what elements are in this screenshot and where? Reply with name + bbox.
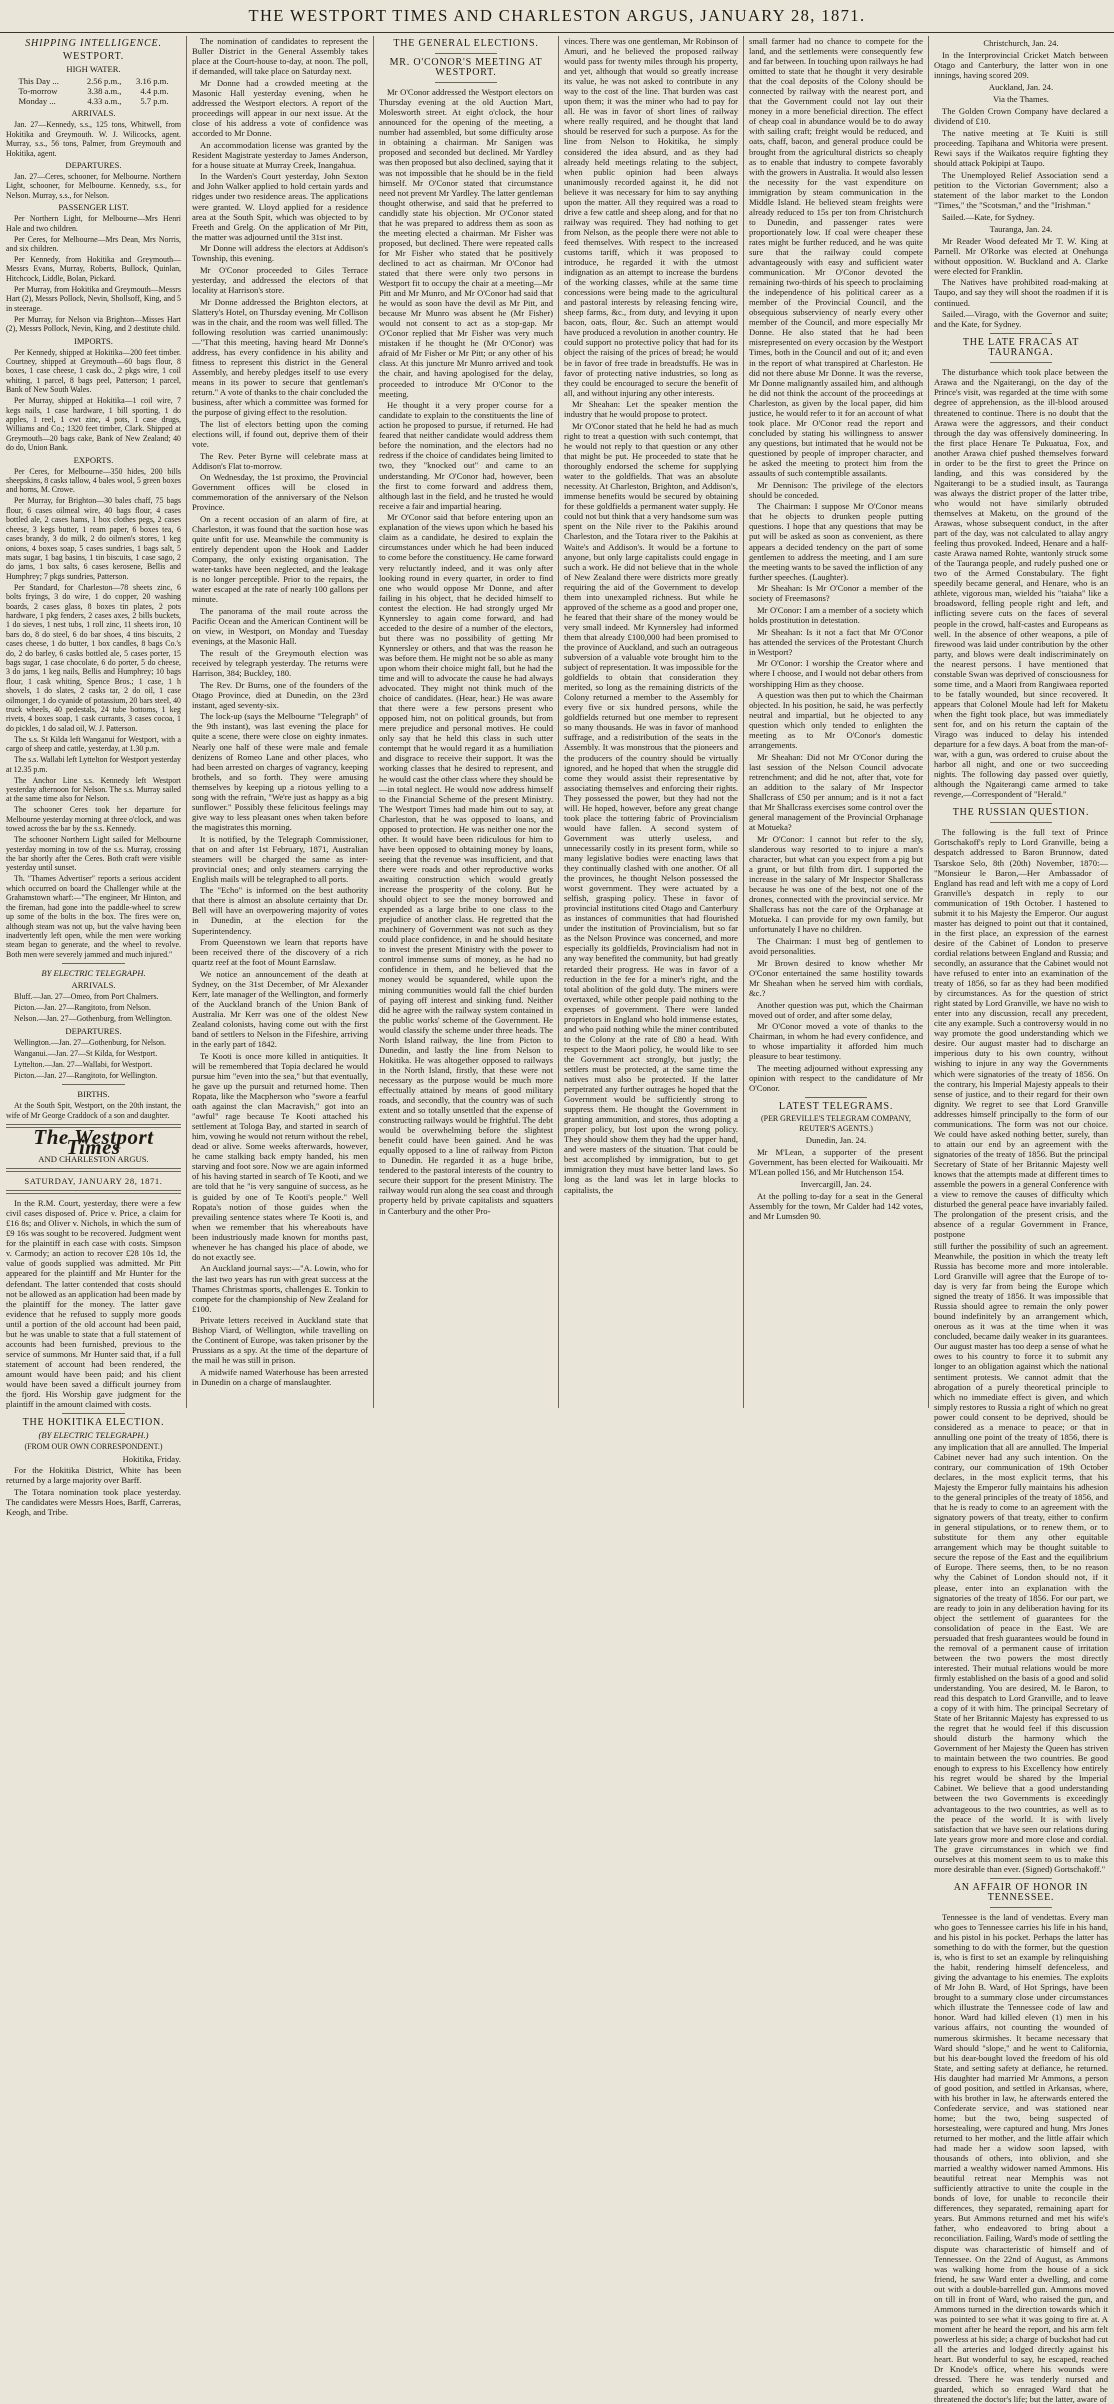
telegram-place: Invercargill, Jan. 24.	[800, 1179, 872, 1190]
article-paragraph: Mr O'Conor: I am a member of a society which holds prostitution in detestation.	[749, 605, 923, 626]
shipping-news: Th. "Thames Advertiser" reports a serious accident which occurred on board the Challenger while at the Grahamstown wharf:—"The engineer, Mr Hinton, and the fireman, had gone into the paddle-wheel to screw up some of the bolts in the box. The fires were on, although steam was not up, but the valve having been inadvertently left open, while the men were working steam began to generate, and the wheel to revolve. Both men were severely jammed and much injured."	[6, 874, 181, 959]
passenger-item: Per Kennedy, from Hokitika and Greymouth—Messrs Evans, Murray, Roberts, Bullock, Quinlan, Hitchcock, Liddle, Bolan, Pickard.	[6, 255, 181, 283]
article-paragraph: The Chairman: I suppose Mr O'Conor means that he objects to drunken people putting questions. I hope that any questions that may be put will be asked as soon as convenient, as there appears a decided tendency on the part of some gentlemen to address the meeting, and I am sure the meeting wants to be saved the infliction of any further speeches. (Laughter).	[749, 501, 923, 582]
news-paragraph: The Rev. Dr Burns, one of the founders of the Otago Province, died at Dunedin, on the 23rd instant, aged seventy-six.	[192, 679, 368, 710]
news-paragraph: Mr Donne addressed the Brighton electors, at Slattery's Hotel, on Thursday evening. Mr Collison was in the chair, and the room was well filled. The following resolution was carried unanimously:—"That this meeting, having heard Mr Donne's address, has every confidence in his ability and fitness to represent this district in the General Assembly, and hereby pledges itself to use every means in its power to secure that gentleman's return." A vote of thanks to the chair concluded the business, after which a committee was formed for the purpose of giving effect to the resolution.	[192, 296, 368, 418]
import-item: Per Kennedy, shipped at Hokitika—200 feet timber. Courtney, shipped at Greymouth—60 bags flour, 8 boxes, 1 case cheese, 1 cask do., 2 pkgs wire, 1 coil whiting, 1 parcel, 8 bags peel, Patterson; 1 parcel, Bank of New South Wales.	[6, 347, 181, 395]
latest-telegrams-heading: LATEST TELEGRAMS.	[778, 1101, 894, 1113]
departures-text: Jan. 27—Ceres, schooner, for Melbourne. Northern Light, schooner, for Melbourne. Kennedy, s.s., for Nelson. Murray, s.s., for Nelson.	[6, 172, 181, 200]
news-paragraph: It is notified, by the Telegraph Commissioner, that on and after 1st February, 1871, Australian steamers will be charged the same as inter-provincial ones; and only steamers carrying the English mails will be telegraphed to all ports.	[192, 833, 368, 884]
news-paragraph: Te Kooti is once more killed in antiquities. It will be remembered that Topia declared he would pursue him "even into the sea," but that eventually, he gave up the pursuit and returned home. Then Ropata, like the Macpherson who "swore a fearful oath against the clan Macravish," got into an "awful" rage because Te Kooti attached his settlement at Tologa Bay, and started in search of him, vowing he would not return without the rebel, dead or alive. Some weeks afterwards, however, he came stalking back empty handed, his men starving and foot sore. Now we are again informed of his having started in search of Te Kooti, and we are told that he "is very sanguine of success, as he is guided by one of Te Kooti's people." Well Ropata's notion of those guides when the prevailing sentence states where Te Kooti is, and when we remember that his whereabouts have been industriously made known for months past, whenever he has changed his place of abode, we do not exactly see.	[192, 1050, 368, 1262]
column-1	[6, 36, 181, 1518]
divider	[62, 1084, 125, 1085]
tide-row	[17, 86, 171, 96]
fracas-text: The disturbance which took place between the Arawa and the Ngaiterangi, on the day of the Prince's visit, was regarded at the time with some degree of apprehension, as the ill-blood aroused threatened to continue. There is no doubt that the Arawa were the aggressors, and their conduct through the day was offensively domineering. In the first place Henare Te Pukuatua, Fox, and another Arawa chief pushed themselves forward in order to be the first to greet the Prince on landing, and this was considered by the Ngaiterangi to be a studied insult, as Tauranga was always the district proper of the latter tribe, who would not have similarly obtruded themselves at Maketu, on the ground of the Arawas, whose subsequent conduct, in the after part of the day, was not calculated to allay angry feeling thus provoked. Indeed, Henare and a half-caste Arawa named Rohte, wantonly struck some of the Tauranga people, and rudely pushed one or two of the Armed Constabulary. The fight speedily became general, and Henare, who is an athlete, vigorous man, wielded his "taiaha" like a broadsword, felling people right and left, and inflicting severe cuts on the faces of several people in the crowd, half-castes and Europeans as well. In the absence of other weapons, a pile of firewood was laid under contribution by the other party, and blows were dealt indiscriminately on the nearest persons. I have mentioned that constable Swan was deprived of consciousness for some time, and a Maori from Rangiwaea reported to be fatally wounded, but since recovered. It appears that Colonel Moule had left for Maketu when the fight took place, but was immediately sent for, and on his return the captain of the Virago was induced to delay his intended departure for a few days. A boat from the man-of-war, with a gun, was ordered to cruise about the harbor all night, and one or two succeeding nights. The following day passed over quietly, although the Ngaiterangi came armed to take revenge,—Correspondent of "Herald."	[934, 367, 1108, 800]
article-paragraph: He thought it a very proper course for a candidate to explain to the constituents the line of action he proposed to pursue, if returned. He had feared that neither candidate would address them before the nomination, and the electors had no redress if the choice of candidates being limited to two, they "knocked out" and came to an understanding. Mr O'Conor had, however, been the first to come forward and address them, although last in the field, and he trusted he would receive a fair and impartial hearing.	[379, 400, 553, 511]
tel-departure: Wanganui.—Jan. 27—St Kilda, for Westport.	[14, 1048, 158, 1058]
column-rule	[928, 36, 929, 1408]
news-paragraph: The panorama of the mail route across the Pacific Ocean and the American Continent will be on view, in Westport, on Monday and Tuesday evenings, at the Masonic Hall.	[192, 606, 368, 647]
hokitika-source: (FROM OUR OWN CORRESPONDENT.)	[24, 1442, 163, 1452]
passenger-item: Per Murray, for Nelson via Brighton—Misses Hart (2), Messrs Pollock, Nevin, King, and 2 destitute child.	[6, 314, 181, 334]
tel-arrival: Picton.—Jan. 27—Rangitoto, from Nelson.	[14, 1003, 151, 1013]
column-4	[564, 36, 738, 1408]
tide-row	[17, 76, 171, 86]
shipping-news: The schooner Ceres took her departure for Melbourne yesterday morning at three o'clock, and was towed across the bar by the s.s. Kennedy.	[6, 805, 181, 834]
export-item: Per Ceres, for Melbourne—350 hides, 200 bills sheepskins, 8 casks tallow, 4 bales wool, 5 green boxes and horns, M. Crowe.	[6, 466, 181, 495]
shipping-place: WESTPORT.	[62, 51, 125, 63]
affair-heading: AN AFFAIR OF HONOR IN TENNESSEE.	[953, 1881, 1089, 1903]
tide-time: 5.7 p.m.	[140, 96, 169, 107]
tide-time: 3.16 p.m.	[136, 76, 169, 87]
issue-date: SATURDAY, JANUARY 28, 1871.	[24, 1176, 163, 1187]
article-paragraph: Mr O'Conor addressed the Westport electors on Thursday evening at the old Auction Mart, Molesworth street. At eight o'clock, the hour announced for the opening of the meeting, a number had assembled, but some difficulty arose in obtaining a chairman. Mr Sanigen was proposed and seconded but declined. Mr Yardley was then proposed but also declined, saying that it was not impossible that he should be in the field himself. Mr O'Conor stated that circumstance need not prevent Mr Yardley. The latter gentleman thought otherwise, and said that he preferred to candidly state his objection. Mr O'Conor stated that he was prepared to address them as soon as the meeting elected a chairman. Mr Fisher was proposed, but declined. There were repeated calls for Mr Fisher who stated that he positively declined to act as chairman. Mr O'Conor had stated that there were only two persons in Westport fit to occupy the chair at a meeting—Mr Pitt and Mr Munro, and Mr O'Conor had said that he would as soon have the devil as Mr Pitt, and because Mr Munro was absent he (Mr Fisher) would not consent to act as a stop-gap. Mr O'Conor replied that Mr Fisher was very much mistaken if he thought he (Mr O'Conor) was afraid of Mr Fisher or Mr Pitt; or any other of his class. At this juncture Mr Munro arrived and took the chair, and having apologised for the delay, proceeded to introduce Mr O'Conor to the meeting.	[379, 87, 553, 399]
article-paragraph: Mr Sheahan: Is it not a fact that Mr O'Conor has attended the services of the Protestant Church in Westport?	[749, 626, 923, 657]
article-paragraph: A question was then put to which the Chairman objected. In his position, he said, he was perfectly neutral and impartial, but he objected to any question which only tended to enlighten the meeting as to Mr O'Conor's domestic arrangements.	[749, 690, 923, 751]
tide-row	[17, 96, 171, 106]
paper-subtitle: AND CHARLESTON ARGUS.	[38, 1154, 149, 1165]
column-6	[934, 36, 1108, 2404]
news-paragraph: The list of electors betting upon the coming elections will, if found out, deprive them of their vote.	[192, 418, 368, 449]
hokitika-paragraph: For the Hokitika District, White has been returned by a large majority over Barff.	[6, 1465, 181, 1486]
column-rule	[373, 36, 374, 1408]
hokitika-byline: (BY ELECTRIC TELEGRAPH.)	[38, 1430, 149, 1441]
column-2	[192, 36, 368, 1408]
tide-time: 4.4 p.m.	[140, 86, 169, 97]
divider	[990, 822, 1053, 823]
shipping-news: The s.s. St Kilda left Wanganui for Westport, with a cargo of sheep and cattle, yesterday, at 1.30 p.m.	[6, 734, 181, 754]
column-5	[749, 36, 923, 1408]
tel-departure: Wellington.—Jan. 27—Gothenburg, for Nelson.	[14, 1037, 166, 1047]
latest-telegrams-source: (PER GREVILLE'S TELEGRAM COMPANY, REUTER'S AGENTS.)	[761, 1114, 911, 1133]
news-paragraph: On Wednesday, the 1st proximo, the Provincial Government offices will be closed in commemoration of the anniversary of the Nelson Province.	[192, 472, 368, 513]
tide-time: 2.56 p.m.,	[86, 76, 122, 87]
masthead-title: THE WESTPORT TIMES AND CHARLESTON ARGUS, JANUARY 28, 1871.	[248, 6, 866, 25]
divider	[435, 53, 498, 54]
divider	[990, 1878, 1053, 1879]
news-paragraph: On a recent occasion of an alarm of fire, at Charleston, it was found that the suction hose was quite unfit for use. Meanwhile the community is entirely dependent upon the Hook and Ladder Company, the only existing organisation. The water-tanks have been neglected, and the leakage is no longer perceptible. Prior to the repairs, the water escaped at the rate of nearly 100 gallons per minute.	[192, 514, 368, 605]
article-paragraph: The meeting adjourned without expressing any opinion with respect to the candidature of Mr O'Conor.	[749, 1063, 923, 1094]
article-paragraph: Mr O'Conor stated that he held he had as much right to treat a question with such contempt, that he would not reply to that question or any other that might be put. He proceeded to state that he thoroughly endorsed the scheme for supplying water to the goldfields. That was an absolute necessity. At Charleston, Brighton, and Addison's, immense benefits would be secured by obtaining for these goldfields a permanent water supply. He could not but think that a very handsome sum was spent on the Nile river to the Pakihis around Charleston, and the Totara river to the Pakihis at Waite's and Addison's. It would be a fortune to anyone, but only large capitalists could engage in such a work. He did not believe that in the whole of New Zealand there were districts more greatly requiring the aid of the Government to develop them into unexampled richness. But while he approved of the scheme as a good and proper one, he feared that their share of the money would be very small indeed. Mr Kynnersley had informed them that already £100,000 had been promised to the province of Auckland, and such an outrageous subversion of a valuable vote brought him to the subject of representation. It was impossible for the goldfields to obtain that consideration they merited, so long as the remaining districts of the Colony returned a member to the Assembly for every five or six hundred persons, while the goldfields returned but one member to represent so many thousands. He was in favor of manhood suffrage, and a redistribution of the seats in the Assembly. It was monstrous that the pioneers and the producers of the country should be virtually ignored, and he hoped that when the struggle did come they would assist their representative by associating themselves and enforcing their rights. They possessed the power, but they had not the will. He hoped, however, before any great change took place the tottering fabric of Provincialism would have fallen. A second system of Government was utterly useless, and unnecessarily costly in its present form, while so many legislative bodies were enacting laws that they continually clashed with one another. Of all the provinces, he thought Nelson possessed the worst government. They were actuated by a selfish, grasping policy. These in favor of provincial institutions cited Otago and Canterbury as instances of communities that had flourished under the institution of Provincialism, but so far as the Nelson Province was concerned, and more especially its goldfields, Provincialism had not in any way benefited the community, but had greatly retarded their progress. He was in favor of a reduction in the fee for a miner's right, and the total abolition of the gold duty. The miners were overtaxed, while other people paid nothing to the expenses of government. There were landed proprietors in England who hold immense estates, and who paid nothing while the miner contributed to the Colony at the rate of £80 a head. With respect to the Maori policy, he would like to see the Government act strongly, but justly; the settlers must be protected, at the same time the natives must also be protected. If the latter perpetrated any further outrages he hoped that the Government would be sufficiently strong to suppress them. He thought the Government in granting ammunition, and stores, thus adopting a proper policy, but lost upon the wrong policy. They should show them they had the upper hand, and were masters of the situation. That could be best accomplished by immigration, but to get immigration they must have better land laws. So long as the land was let in large blocks to capitalists, the	[564, 420, 738, 1195]
news-paragraph: An accommodation license was granted by the Resident Magistrate yesterday to James Anderson, for a house situate at Murray Creek, Inangahua.	[192, 139, 368, 170]
article-paragraph: Mr Sheahan: Let the speaker mention the industry that he would propose to protect.	[564, 399, 738, 420]
divider	[62, 1413, 125, 1414]
tel-arrival: Nelson.—Jan. 27—Gothenburg, from Wellington.	[14, 1014, 172, 1024]
news-paragraph: An Auckland journal says:—"A. Lowin, who for the last two years has run with great success at the Thames Christmas sports, challenges E. Tonkin to compete for the championship of New Zealand for £100.	[192, 1263, 368, 1314]
news-paragraph: The Rev. Peter Byrne will celebrate mass at Addison's Flat to-morrow.	[192, 450, 368, 471]
divider	[990, 362, 1053, 363]
divider	[990, 803, 1053, 804]
tel-arrivals-label: ARRIVALS.	[71, 980, 116, 991]
news-paragraph: Private letters received in Auckland state that Bishop Viard, of Wellington, while travelling on the Continent of Europe, was taken prisoner by the Prussians as a spy. At the time of the departure of the mail he was still in prison.	[192, 1315, 368, 1366]
passenger-item: Per Murray, from Hokitika and Greymouth—Messrs Hart (2), Messrs Pollock, Nevin, Shollsoff, King, and 5 in steerage.	[6, 284, 181, 313]
arrivals-text: Jan. 27—Kennedy, s.s., 125 tons, Whitwell, from Hokitika and Greymouth. W. J. Wilicocks, agent. Murray, s.s., 56 tons, Palmer, from Greymouth and Hokitika, agent.	[6, 120, 181, 158]
tide-day: This Day ...	[18, 76, 59, 87]
general-elections-heading: THE GENERAL ELECTIONS.	[393, 38, 539, 49]
telegram-place: Dunedin, Jan. 24.	[805, 1135, 867, 1145]
article-paragraph: Mr O'Conor: I worship the Creator where and where I choose, and I would not debar others from worshipping Him as they choose.	[749, 658, 923, 689]
telegram-text: The Golden Crown Company have declared a dividend of £10.	[934, 106, 1108, 127]
article-paragraph: Mr O'Conor moved a vote of thanks to the Chairman, in whom he had every confidence, and to whose impartiality it afforded him much pleasure to bear testimony.	[749, 1021, 923, 1062]
divider	[6, 1190, 181, 1194]
passenger-item: Per Northern Light, for Melbourne—Mrs Henri Hale and two children.	[6, 214, 181, 233]
telegram-place: Christchurch, Jan. 24.	[983, 38, 1059, 48]
news-paragraph: The nomination of candidates to represent the Buller District in the General Assembly takes place at the Court-house to-day, at noon. The poll, if demanded, will take place on Saturday next.	[192, 36, 368, 77]
tel-departure: Picton.—Jan. 27—Rangitoto, for Wellington.	[14, 1070, 158, 1080]
news-paragraph: The lock-up (says the Melbourne "Telegraph" of the 9th instant), was last evening the place for quite a scene, there were close on eighty inmates. Nearly one half of these were male and female denizens of Romeo Lane and other places, who had been arrested on charges of vagrancy, keeping brothels, and so forth. They were amusing themselves by keeping up a riotous yelling to a song with the refrain, "We're just as happy as a big sunflower." Possibly these felicitous feelings may give way to less pleasant ones when taken before the magistrates this morning.	[192, 711, 368, 832]
telegram-text: Sailed.—Virago, with the Governor and suite; and the Kate, for Sydney.	[934, 309, 1108, 330]
russian-text-continued: still further the possibility of such an agreement. Meanwhile, the position in which the treaty left Russia has become more and more intolerable. Lord Granville will agree that the Europe of to-day is very far from being the Europe which signed the treaty of 1856. It was impossible that Russia should agree to remain the only power bound indefinitely by an arrangement which, onerous as it was at the time when it was concluded, became daily weaker in its guarantees. Our august master has too deep a sense of what he owes to his country to force it to submit any longer to an obligation against which the national sentiment protests. We cannot admit that the abrogation of a purely theoretical principle to which no immediate effect is given, and which simply restores to Russia a right of which no great power could consent to be deprived, should be considered as a menace to peace; or that in annulling one point of the treaty of 1856, there is any implication that all are annulled. The Imperial Cabinet never had any such intention. On the contrary, our communication of 19th October declares, in the most explicit terms, that his Majesty the Emperor fully maintains his adhesion to the general principles of the treaty of 1856, and that he is ready to come to an agreement with the signatory powers of that treaty, either to confirm in general stipulations, or to renew them, or to substitute for them any other equitable arrangement which may be thought suitable to secure the repose of the East and the equilibrium of Europe. There seems, then, to be no reason why the Cabinet of London should not, if it please, enter into an explanation with the signatories of the treaty of 1856. For our part, we are ready to join in any deliberation having for its object the settlement of guarantees for the consolidation of peace in the East. We are persuaded that fresh guarantees would be found in the removal of a permanent cause of irritation between the two powers the most directly interested. Their mutual relations would be more firmly established on the basis of a good and solid understanding. You are desired, M. le Baron, to read this despatch to Lord Granville, and to leave a copy of it with him. The principal Secretary of State of her Britannic Majesty has expressed to us the regret that he would feel if this discussion should disturb the harmony which the Government of her Majesty the Queen has striven to maintain between the two countries. Be good enough to express to his Excellency how entirely his regret would be shared by the Imperial Cabinet. We believe that a good understanding between the two Governments is exceedingly advantageous to the two countries, as well as to the peace of the world. It is with lively satisfaction that we have seen our relations during late years grow more and more close and cordial. The grave circumstances in which we find ourselves at this moment seem to us to make this more desirable than ever. (Signed) Gortschakoff."	[934, 1240, 1108, 1874]
tide-table	[17, 76, 171, 106]
hokitika-dateline: Hokitika, Friday.	[122, 1453, 181, 1464]
telegram-text: The native meeting at Te Kuiti is still proceeding. Tapihana and Whitoria were present. Rewi says if the Waikatos require fighting they should attack Pokipipi at Taupo.	[934, 127, 1108, 169]
news-paragraph: A midwife named Waterhouse has been arrested in Dunedin on a charge of manslaughter.	[192, 1367, 368, 1388]
divider	[990, 333, 1053, 334]
news-paragraph: Mr Donne will address the electors at Addison's Township, this evening.	[192, 243, 368, 264]
article-paragraph: The Chairman: I must beg of gentlemen to avoid personalities.	[749, 936, 923, 957]
tide-time: 4.33 a.m.,	[87, 96, 122, 107]
news-paragraph: In the Warden's Court yesterday, John Sexton and John Walker applied to hold certain yards and ridges under two residence areas. The applications were granted. W. Lloyd applied for a residence area at the South Spit, which was objected to by Freeth and Grelg. On the application of Mr Pitt, the matter was adjourned until the 31st inst.	[192, 171, 368, 242]
general-elections-subheading: MR. O'CONOR'S MEETING AT WESTPORT.	[389, 57, 543, 79]
divider	[6, 1168, 181, 1172]
exports-label: EXPORTS.	[73, 454, 114, 465]
telegram-text: Mr M'Lean, a supporter of the present Government, has been elected for Waikouaiti. Mr M'Lean polled 156, and Mr Hutchenson 154.	[749, 1147, 923, 1178]
column-rule	[743, 36, 744, 1408]
tide-time: 3.38 a.m.,	[87, 86, 122, 97]
shipping-news: The Anchor Line s.s. Kennedy left Westport yesterday afternoon for Nelson. The s.s. Murray sailed at the same time also for Nelson.	[6, 775, 181, 804]
shipping-news: The s.s. Wallabi left Lyttelton for Westport yesterday at 12.35 p.m.	[6, 755, 181, 774]
high-water-label: HIGH WATER.	[66, 64, 121, 75]
divider	[990, 1907, 1053, 1908]
article-paragraph: small farmer had no chance to compete for the land, and the settlements were consequently few and far between. In touching upon railways he had omitted to state that he thought it very desirable that the coal deposits of the Colony should be connected by railway with the nearest port, and that the Government could not lay out their money in a more beneficial direction. The effect of cheap coal in abundance would be to do away with sailing craft; freight would be reduced, and oats, chaff, bacon, and general produce could be brought from the agricultural districts so cheaply as to enable that industry to compete favorably with the growers in Australia. It would also lessen the necessity for the vast expenditure on immigration by steam communication in the Middle Island. He believed steam freights were already reduced to 15s per ton from Christchurch to Dunedin, and passenger rates were proportionately low. If coal were cheaper these rates might be further reduced, and he was quite sure that the railway could compete advantageously with easy and sufficient water communication. Mr O'Conor devoted the remaining two-thirds of his speech to proclaiming the independence of his political career as a member of the Provincial Council, and the obsequious subserviency of nearly every other member of the Council, and more especially Mr Donne. He also stated that he had been misrepresented on every occasion by the Westport Times, both in the Council and out of it; and even in the report of what transpired at Charleston. He did not there abuse Mr Donne. It was the reverse, Mr Donne malignantly assailed him, and although he did not think the account of the proceedings at Charleston, as given by the local paper, did him justice, he would refer to it for an account of what took place. Mr O'Conor read the report and concluded by stating his willingness to answer any questions, but intimated that he would not be questioned by people of improper character, and he asked the meeting to protect him from the assaults of such contemptible assailants.	[749, 36, 923, 479]
russian-text: The following is the full text of Prince Gortschakoff's reply to Lord Granville, being a despatch addressed to Baron Brunnow, dated Tsarskoe Selo, 8th (20th) November, 1870:— "Monsieur le Baron,—Her Ambassador of England has read and left with me a copy of Lord Granville's despatch in reply to our communication of 19th October. I hastened to submit it to his Majesty the Emperor. Our august master has deigned to point out that it contained, in the first place, an expression of the earnest desire of the Cabinet of London to preserve cordial relations between England and Russia; and secondly, an assurance that the Cabinet would not have refused to enter into an examination of the treaty of 1856, so far as they had been modified by circumstances. As for the question of strict right stated by Lord Granville, we have no wish to enter into any discussion, recall any precedent, cite any example. Such a controversy would in no way promote the good understanding which we desire. Our august master had to discharge an imperious duty to his own country, without wishing to injure in any way the Governments which were signatories of the treaty of 1856. On the contrary, his Imperial Majesty appeals to their sense of justice, and to their regard for their own dignity. We regret to see that Lord Granville addresses himself principally to the form of our communications. The form was not our choice. We could have asked nothing better, surely, than to attain our end by an agreement with the signatories of the treaty of 1856. But the principal Secretary of State of her Britannic Majesty well knows that the attempts made at different times to assemble the powers in a general Conference with a view to remove the causes of difficulty which disturbed the general peace have invariably failed. The prolongation of the present crisis, and the absence of a regular Government in France, postpone	[934, 827, 1108, 1240]
births-text: At the South Spit, Westport, on the 20th instant, the wife of Mr George Craddock of a son and daughter.	[6, 1101, 181, 1120]
russian-heading: THE RUSSIAN QUESTION.	[952, 807, 1090, 819]
telegraph-heading: BY ELECTRIC TELEGRAPH.	[41, 968, 146, 979]
divider	[435, 82, 498, 83]
arrivals-label: ARRIVALS.	[71, 108, 116, 119]
passenger-item: Per Ceres, for Melbourne—Mrs Dean, Mrs Norris, and six children.	[6, 234, 181, 254]
hokitika-paragraph: The Totara nomination took place yesterday. The candidates were Messrs Hoes, Barff, Carreras, Keogh, and Tribe.	[6, 1486, 181, 1518]
passenger-label: PASSENGER LIST.	[58, 202, 129, 213]
telegram-text: The Natives have prohibited road-making at Taupo, and say they will shoot the roadmen if it is continued.	[934, 277, 1108, 308]
telegram-place: Auckland, Jan. 24.	[988, 82, 1054, 93]
paper-title: The Westport Times	[33, 1124, 154, 1159]
article-paragraph: Mr Brown desired to know whether Mr O'Conor entertained the same hostility towards Mr Sheahan when he served him with cordials, &c.?	[749, 957, 923, 998]
tel-departures-label: DEPARTURES.	[65, 1025, 122, 1036]
article-paragraph: Another question was put, which the Chairman moved out of order, and after some delay,	[749, 999, 923, 1020]
news-paragraph: From Queenstown we learn that reports have been received there of the discovery of a rich quartz reef at the foot of Mount Earnslaw.	[192, 937, 368, 968]
article-paragraph: Mr O'Conor said that before entering upon an explanation of the views upon which he based his claim as a candidate, he desired to explain the circumstances under which he had been induced to come before the constituency. He came forward very reluctantly indeed, and it was only after looking round in every quarter, in order to find one who would oppose Mr Donne, and after failing in his object, that he decided himself to contest the election. He had strongly urged Mr Kynnersley to again come forward, and had acceded to the desire of a number of the electors, but there was no possibility of getting Mr Kynnersley or others, and that was the reason he was before them. He might not be so able as many upon whom their choice might fall, but he had the time and will to advocate the cause he had always advocated. They might not think much of the choice of candidates. (Hear, hear.) He was aware that there were a few persons present who opposed him, not on political grounds, but from mere prejudice and personal motives. He could only say that he held this class in such utter contempt that he would regard it as a humiliation and disgrace to receive their support. It was the working classes that he desired to represent, and he would cast the other class where they should be—in total neglect. He would now address himself to the Financial Scheme of the present Ministry. The Westport Times had made him out to say, at Charleston, that he was opposed to loans, and opposed to protection. He was neither one nor the other. It would have been ridiculous for him to have been opposed to obtaining money by loans, seeing that the revenue was insufficient, and that there were roads and other reproductive works awaiting construction which would greatly increase the prosperity of the colony. But he should object to see the money borrowed and expended as a large bribe to one class to the prejudice of another class. He regretted that the machinery of Government was not such as they could place confidence, in and he should hesitate to invest the present Ministry with the power to control immense sums of money, as he had no confidence in them, and he believed that the money would be squandered, while upon the mining communities would fall the chief burden of paying off interest and sinking fund. Neither did he agree with the railway system contained in the public works' scheme of the Government. He would classify the scheme under three heads. The North Island railway, the line from Picton to Dunedin, and lastly the line from Nelson to Hokitika. He was altogether opposed to railways in the North Island, firstly, that these were not necessary as the purpose would be much more effectually attained by means of good military roads, and secondly, that the country was of such extent and so totally unsettled that the expense of constructing railways would be frightful. The debt would be overwhelming before the slightest benefit could have been gained. And he was equally opposed to a line of railway from Picton to Dunedin. He regarded it as a huge bribe, tendered to the pastoral interests of the country to secure their support for the present Ministry. The railway would run along the sea coast and through property held by private capitalists and squatters in Canterbury and the other Pro-	[379, 512, 553, 1216]
telegram-text: Mr Reader Wood defeated Mr T. W. King at Parnell. Mr O'Rorke was elected at Onehunga without opposition. W. Buckland and A. Clarke were elected for Franklin.	[934, 235, 1108, 276]
shipping-heading: SHIPPING INTELLIGENCE.	[25, 38, 162, 49]
births-label: BIRTHS.	[77, 1089, 110, 1100]
divider	[805, 1097, 868, 1098]
fracas-heading: THE LATE FRACAS AT TAURANGA.	[962, 337, 1080, 359]
article-paragraph: Mr Dennison: The privilege of the electors should be conceded.	[749, 479, 923, 500]
imports-label: IMPORTS.	[74, 335, 113, 346]
export-item: Per Standard, for Charleston—78 sheets zinc, 6 bolts fryings, 3 do wire, 1 do copper, 20 washing boards, 2 cases glass, 8 boxes tin plates, 2 pots hardware, 1 pkg fenders, 2 cases axes, 2 bills buckets, 1 do sieves, 1 nest tubs, 1 roll zinc, 11 sheets iron, 10 bars do, 8 do steel, 6 do bar shoes, 4 tins biscuits, 2 cases cheese, 1 do butter, 1 box candles, 8 bags Co.'s do, 2 do barley, 6 casks bottled ale, 5 cases porter, 15 bags sugar, 1 case chocolate, 6 do porter, 5 do cheese, 3 do jams, 1 keg nails, Bellis and Humphrey; 10 bags flour, 1 cask whiting, Spence Bros.; 1 case, 1 h shovels, 1 do slates, 2 casks tar, 2 do oil, 1 case oilmonger, 1 do cyanide of potassium, 20 bars steel, 40 truck wheels, 40 pedestals, 24 tube bottoms, 1 keg rivets, 4 boxes soap, 1 cask currants, 3 cases cocoa, 1 do pickles, 1 do salad oil, W. J. Patterson.	[6, 582, 181, 733]
telegram-place: Tauranga, Jan. 24.	[989, 223, 1053, 234]
telegram-text: At the polling to-day for a seat in the General Assembly for the town, Mr Calder had 142 votes, and Mr Lumsden 90.	[749, 1191, 923, 1222]
article-paragraph: vinces. There was one gentleman, Mr Robinson of Amuri, and he believed the proposed railway would pass for twenty miles through his property, and yet, although that would so greatly increase its value, he was not asked to contribute in any way to the cost of the line. That burden was cast upon them; it was the miner who had to pay for all. He was in favor of short lines of railway where really required, and he thought that land should be reserved for such a purpose. As for the line from Nelson to Hokitika, he simply considered the idea absurd, and as they had already held meetings relating to the subject, when public opinion had been always unanimously recorded against it, he did not believe it was necessary for him to say anything upon the matter. All they required was a road to drive a few cattle and sheep along, and for that no railway was required. They had nothing to get from Nelson, as the people there were not able to feed themselves. With respect to the increased customs tariff, which it was proposed to introduce, he regarded it with the utmost indignation as an attempt to increase the burdens of the working classes, while at the same time concessions were being made to the agricultural and pastoral interests by releasing fencing wire, sheep farms, &c., from duty, and levying it upon bacon, oats, flour, &c. Such an attempt would have produced a revolution in another country. He could support no protective policy that had for its object the raising of the prices of bread; he would be in favor of free trade in breadstuffs. He was in favor of protecting native industries, so long as they could be encouraged to secure the benefit of all, and without injuring any other interests.	[564, 36, 738, 398]
tel-arrival: Bluff.—Jan. 27—Omeo, from Port Chalmers.	[14, 992, 159, 1002]
tide-day: To-morrow	[18, 86, 58, 97]
telegram-text: The Unemployed Relief Association send a petition to the Victorian Government; also a statement of the labor market to the London "Times," the "Scotsman," and the "Irishman."	[934, 169, 1108, 210]
article-paragraph: Mr Sheahan: Did not Mr O'Conor during the last session of the Nelson Council advocate retrenchment; and did he not, after that, vote for an addition to the salary of Mr Inspector Shallcrass of £50 per annum; and is it not a fact that Mr Shallcrass exercises some control over the general management of the Provincial Orphanage at Motueka?	[749, 752, 923, 833]
news-paragraph: Mr O'Conor proceeded to Giles Terrace yesterday, and addressed the electors of that locality at Harrison's store.	[192, 265, 368, 296]
hokitika-heading: THE HOKITIKA ELECTION.	[22, 1417, 165, 1429]
news-paragraph: The "Echo" is informed on the best authority that there is almost an absolute certainty that Dr. Bell will have an overpowering majority of votes in Dunedin, at the election for the Superintendency.	[192, 885, 368, 936]
tel-departure: Lyttelton.—Jan. 27—Wallabi, for Westport.	[14, 1059, 153, 1069]
departures-label: DEPARTURES.	[65, 159, 122, 170]
shipping-news: The schooner Northern Light sailed for Melbourne yesterday morning in tow of the s.s. Murray, crossing the bar shortly after the Ceres. Both craft were visible yesterday until sunset.	[6, 835, 181, 873]
masthead	[0, 0, 1114, 33]
column-rule	[558, 36, 559, 1408]
telegram-text: In the Interprovincial Cricket Match between Otago and Canterbury, the latter won in one innings, having scored 209.	[934, 50, 1108, 81]
article-paragraph: Mr O'Conor: I cannot but refer to the sly, slanderous way resorted to to injure a man's character, but what can you expect from a pig but a grunt, or but filth from dirt. I supported the increase in the salary of Mr Inspector Shallcrass because he was one of the best, not one of the drones, connected with the provincial service. Mr Shallcrass has not the care of the Orphanage at Motueka. I can provide for my own family, but unfortunately I have no children.	[749, 834, 923, 935]
divider	[62, 963, 125, 964]
affair-text: Tennessee is the land of vendettas. Every man who goes to Tennessee carries his life in his hand, and his pistol in his pocket. Perhaps the latter has something to do with the former, but the question is, who is first to set an example by relinquishing the habit, rendering himself defenceless, and giving the advantage to his enemies. The exploits of Mr John B. Ward, of Hot Springs, have been brought to a summary close under circumstances which illustrate the Tennessee code of law and honor. Ward had killed eleven (1) men in his various affairs, not counting the wounded of numerous skirmishes. It became necessary that Ward should "slope," and he went to California, but his dear-bought loved the freedom of his old State, and setting safety at defiance, he returned. His daughter had married Mr Ammons, a person of good position, and settled in Arkansas, where, with his brother in law, he afterwards entered the Confederate service, and was stationed near home; but the two, being suspected of horsestealing, were captured and hung. Mrs Jones returned to her mother, and the little affair which had made her a widow soon lapsed, with thousands of others, into oblivion, and she married a wealthy widower named Ammons. His beautiful retreat near Memphis was not sufficiently attractive to unite the couple in the bonds of love, for unable to reconcile their differences, they separated, remaining apart for years. But Ammons returned and met his wife's father, who endeavored to bring about a reconciliation. Failing, Ward's mode of settling the dispute was characteristic of himself and of Tennessee. On the 22nd of August, as Ammons was walking home from the house of a sick friend, he saw Ward enter a dwelling, and come out with a double-barrelled gun. Ammons moved on till in front of Ward, who raised the gun, and Ammons turned in the direction towards which it was pointed to see what it was going to fire at. A moment after he heard the report, and his arm felt powerless at his side; a charge of buckshot had cut all the arteries and lodged directly against his heart. But wonderful to say, he escaped, reached Dr Knode's office, where his wounds were dressed. There he was tenderly nursed and guarded, which so enraged Ward that he threatened the doctor's life; but the latter, aware of	[934, 1911, 1108, 2404]
article-paragraph: Mr Sheahan: Is Mr O'Conor a member of the society of Freemasons?	[749, 583, 923, 604]
telegram-text: Sailed.—Kate, for Sydney.	[942, 211, 1035, 222]
leader-paragraph: In the R.M. Court, yesterday, there were a few civil cases disposed of. Price v. Price, a claim for £16 8s; and Oliver v. Nichols, in which the sum of £9 16s was sought to be recovered. Judgment went for the plaintiff in each case with costs. Simpson v. Carmody; an action to recover £28 10s 1d, the value of goods supplied was admitted. Mr Pitt appeared for the plaintiff and Mr Hunter for the defendant. The latter contended that costs should not be allowed as an application had been made by the plaintiff for the money. The latter gave evidence that he refused to supply more goods until a portion of the old account had been paid, but he was unable to state that a full statement of accounts had been furnished, previous to the service of summons. Mr Hunter said that, if a full statement of account had been rendered, the amount would have been paid; and his client would have been saved a difficult journey from the fjord. His Worship gave judgment for the plaintiff in the amount claimed with costs.	[6, 1198, 181, 1410]
export-item: Per Murray, for Brighton—30 bales chaff, 75 bags flour, 6 cases oilmeal wire, 40 bags flour, 4 cases bottled ale, 2 cases hams, 1 box clothes pegs, 2 cases cheese, 3 kegs butter, 1 ream paper, 6 boxes tea, 6 cases brandy, 3 do milk, 2 do oilmen's stores, 1 keg onions, 4 boxes soap, 5 cases sundries, 1 bags salt, 5 mats sugar, 1 bag basins, 1 tin biscuits, 1 case sago, 2 do jams, 1 box salts, 6 cases kerosene, Bellis and Humphrey; 7 pkgs sundries, Patterson.	[6, 496, 181, 581]
import-item: Per Murray, shipped at Hokitika—1 coil wire, 7 kegs nails, 1 case hardware, 1 bill sporting, 1 do apples, 1 reel, 1 cwt zinc, 4 pots, 1 case drugs, Williams and Co.; 1320 feet timber, Clark. Shipped at Greymouth—20 bags cake, Bank of New Zealand; 40 do do, Union Bank.	[6, 396, 181, 453]
tide-day: Monday ...	[18, 96, 56, 107]
column-3	[379, 36, 553, 1408]
news-paragraph: Mr Donne had a crowded meeting at the Masonic Hall yesterday evening, when he addressed the Westport electors. A report of the proceedings will appear in our next issue. At the close of his address a vote of confidence was accorded to Mr Donne.	[192, 77, 368, 139]
column-rule	[186, 36, 187, 1408]
telegram-subplace: Via the Thames.	[993, 94, 1049, 105]
news-paragraph: We notice an announcement of the death at Sydney, on the 31st December, of Mr Alexander Kerr, late manager of the Wellington, and formerly of the Auckland branch of the Union Bank of Australia. Mr Kerr was one of the oldest New Zealand colonists, having come out with the first band of settlers to Nelson in the Fifeshire, arriving in the early part of 1842.	[192, 968, 368, 1050]
news-paragraph: The result of the Greymouth election was received by telegraph yesterday. The returns were Harrison, 384; Buckley, 180.	[192, 647, 368, 678]
